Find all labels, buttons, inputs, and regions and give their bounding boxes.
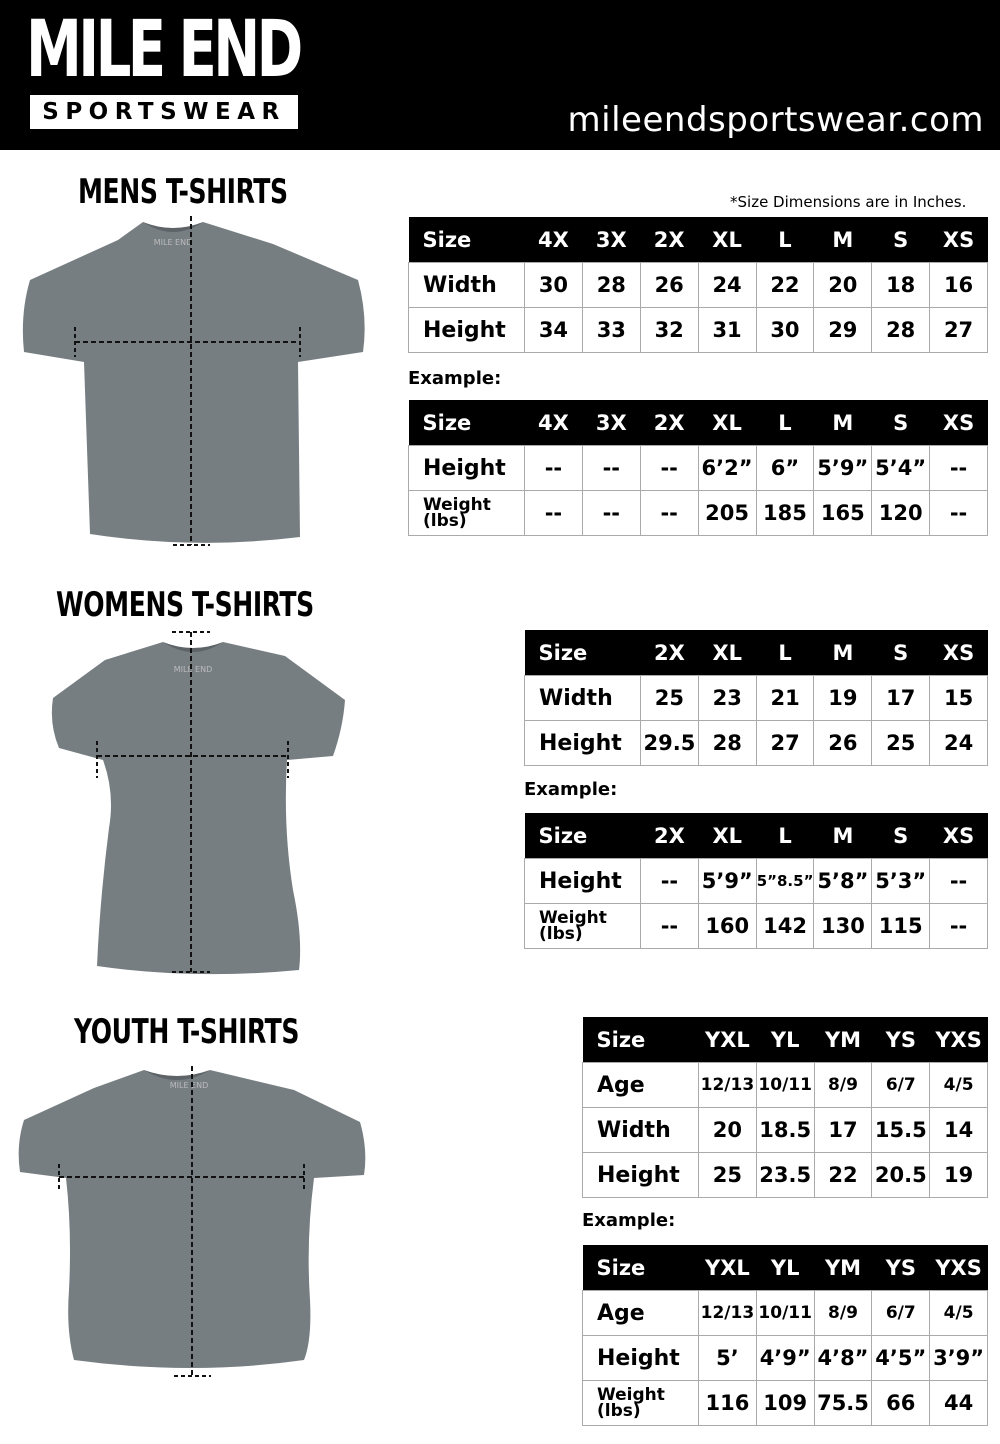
table-cell: 32 [640,308,698,353]
header-cell: M [814,813,872,859]
table-cell: 19 [814,676,872,721]
row-label: Height [409,446,525,491]
mens-shirt-shape [23,222,365,543]
table-row [583,1381,988,1426]
header-cell: XS [930,400,988,446]
header-cell: YXL [699,1245,757,1291]
youth-dims-table [582,1017,988,1198]
table-cell: 130 [814,904,872,949]
header-cell: S [872,400,930,446]
table-row [583,1291,988,1336]
table-cell: 5’3” [872,859,930,904]
row-label: Width [409,263,525,308]
table-cell: 28 [582,263,640,308]
table-cell: 3’9” [930,1336,988,1381]
header-cell: YM [814,1245,872,1291]
table-row [583,1153,988,1198]
table-row [583,1336,988,1381]
mens-shirt-tag: MILE END [153,238,193,247]
brand-sub-logo: SPORTSWEAR [30,95,298,129]
youth-title: YOUTH T-SHIRTS [74,1012,300,1052]
table-cell: -- [640,446,698,491]
header-cell: L [756,630,814,676]
row-label: Height [409,308,525,353]
youth-example-label: Example: [582,1210,676,1231]
row-label: Age [583,1063,699,1108]
header-cell: XL [698,217,756,263]
womens-shirt-diagram [45,628,355,978]
header-cell: XS [930,630,988,676]
table-cell: 17 [872,676,930,721]
table-cell: 205 [698,491,756,536]
mens-example-label: Example: [408,368,502,389]
header-cell: XS [930,217,988,263]
table-row [525,676,988,721]
table-cell: 10/11 [756,1063,814,1108]
size-note: *Size Dimensions are in Inches. [730,193,967,211]
table-cell: -- [640,491,698,536]
header-cell: XL [698,400,756,446]
header-cell: S [872,217,930,263]
youth-shirt-tag: MILE END [169,1081,209,1090]
table-cell: 25 [641,676,699,721]
youth-shirt-diagram [14,1060,370,1384]
header-cell: YXS [930,1017,988,1063]
table-cell: 26 [640,263,698,308]
header-cell: XS [930,813,988,859]
header-cell: 2X [640,217,698,263]
table-cell: 4’8” [814,1336,872,1381]
header-cell: YS [872,1245,930,1291]
table-row [409,446,988,491]
row-label: Weight (lbs) [583,1381,699,1426]
table-cell: 75.5 [814,1381,872,1426]
table-cell: 33 [582,308,640,353]
table-cell: 6/7 [872,1291,930,1336]
table-cell: 116 [699,1381,757,1426]
table-cell: 15.5 [872,1108,930,1153]
youth-dims-header [583,1017,988,1063]
table-cell: -- [582,446,640,491]
table-cell: 12/13 [699,1063,757,1108]
header-cell: Size [525,630,641,676]
table-cell: 44 [930,1381,988,1426]
table-cell: 24 [698,263,756,308]
table-cell: 115 [872,904,930,949]
table-cell: 8/9 [814,1063,872,1108]
table-cell: 6’2” [698,446,756,491]
header-cell: S [872,630,930,676]
table-cell: 6” [756,446,814,491]
womens-example-header [525,813,988,859]
table-cell: -- [525,491,583,536]
table-row [583,1063,988,1108]
table-cell: -- [641,904,699,949]
table-cell: 20 [699,1108,757,1153]
table-cell: 22 [756,263,814,308]
table-cell: 185 [756,491,814,536]
row-label: Width [583,1108,699,1153]
table-cell: -- [930,446,988,491]
table-cell: 8/9 [814,1291,872,1336]
mens-dims-table [408,217,988,353]
table-cell: 6/7 [872,1063,930,1108]
table-cell: 12/13 [699,1291,757,1336]
table-cell: 29 [814,308,872,353]
table-cell: 4/5 [930,1063,988,1108]
table-cell: 15 [930,676,988,721]
table-cell: 28 [698,721,756,766]
table-cell: 22 [814,1153,872,1198]
site-url[interactable]: mileendsportswear.com [567,100,984,140]
table-cell: 18 [872,263,930,308]
header-cell: L [756,400,814,446]
womens-example-label: Example: [524,779,618,800]
table-cell: 34 [525,308,583,353]
header-bar [0,0,1000,150]
womens-example-table [524,813,988,949]
table-cell: 142 [756,904,814,949]
table-cell: 17 [814,1108,872,1153]
header-cell: M [814,400,872,446]
table-cell: 5’8” [814,859,872,904]
table-cell: -- [930,904,988,949]
header-cell: 4X [525,217,583,263]
table-cell: 160 [698,904,756,949]
table-cell: 5’ [699,1336,757,1381]
table-cell: 66 [872,1381,930,1426]
header-cell: XL [698,630,756,676]
table-row [583,1108,988,1153]
table-cell: 20.5 [872,1153,930,1198]
table-cell: 30 [525,263,583,308]
table-cell: -- [930,859,988,904]
header-cell: YXL [699,1017,757,1063]
table-cell: 20 [814,263,872,308]
table-row [409,491,988,536]
header-cell: YL [756,1245,814,1291]
womens-dims-table [524,630,988,766]
table-row [525,904,988,949]
table-cell: 25 [872,721,930,766]
table-cell: 25 [699,1153,757,1198]
header-cell: L [756,813,814,859]
youth-example-table [582,1245,988,1426]
row-label: Height [525,721,641,766]
table-cell: 5’9” [698,859,756,904]
table-cell: 21 [756,676,814,721]
header-cell: YS [872,1017,930,1063]
header-cell: Size [409,217,525,263]
table-cell: 4’9” [756,1336,814,1381]
table-cell: 5”8.5” [756,859,814,904]
table-cell: 120 [872,491,930,536]
mens-example-header [409,400,988,446]
table-row [409,263,988,308]
table-cell: 30 [756,308,814,353]
table-cell: 4’5” [872,1336,930,1381]
table-cell: 24 [930,721,988,766]
table-cell: 18.5 [756,1108,814,1153]
table-cell: 14 [930,1108,988,1153]
table-cell: -- [525,446,583,491]
row-label: Age [583,1291,699,1336]
row-label: Width [525,676,641,721]
header-cell: S [872,813,930,859]
table-row [525,721,988,766]
table-cell: 27 [756,721,814,766]
womens-dims-header [525,630,988,676]
table-cell: 29.5 [641,721,699,766]
table-cell: 19 [930,1153,988,1198]
header-cell: 2X [641,630,699,676]
header-cell: XL [698,813,756,859]
table-cell: 5’9” [814,446,872,491]
youth-example-header [583,1245,988,1291]
header-cell: 2X [641,813,699,859]
womens-shirt-tag: MILE END [173,665,213,674]
header-cell: 3X [582,217,640,263]
header-cell: M [814,217,872,263]
header-cell: YL [756,1017,814,1063]
table-cell: 23 [698,676,756,721]
mens-dims-header [409,217,988,263]
table-cell: 16 [930,263,988,308]
row-label: Weight (lbs) [525,904,641,949]
row-label: Height [583,1153,699,1198]
header-cell: Size [583,1245,699,1291]
table-cell: 27 [930,308,988,353]
table-cell: 28 [872,308,930,353]
brand-logo: MILE END [26,5,300,95]
table-cell: 5’4” [872,446,930,491]
table-cell: 26 [814,721,872,766]
row-label: Weight (lbs) [409,491,525,536]
table-row [409,308,988,353]
table-cell: -- [582,491,640,536]
table-cell: 165 [814,491,872,536]
header-cell: M [814,630,872,676]
mens-example-table [408,400,988,536]
table-row [525,859,988,904]
row-label: Height [583,1336,699,1381]
header-cell: 2X [640,400,698,446]
table-cell: 23.5 [756,1153,814,1198]
header-cell: L [756,217,814,263]
mens-title: MENS T-SHIRTS [78,172,288,212]
header-cell: Size [409,400,525,446]
table-cell: 109 [756,1381,814,1426]
header-cell: 3X [582,400,640,446]
row-label: Height [525,859,641,904]
header-cell: 4X [525,400,583,446]
header-cell: Size [525,813,641,859]
mens-shirt-diagram [18,212,368,552]
womens-shirt-shape [52,642,345,974]
table-cell: -- [930,491,988,536]
womens-title: WOMENS T-SHIRTS [56,585,314,625]
header-cell: YXS [930,1245,988,1291]
header-cell: YM [814,1017,872,1063]
header-cell: Size [583,1017,699,1063]
table-cell: -- [641,859,699,904]
table-cell: 4/5 [930,1291,988,1336]
table-cell: 31 [698,308,756,353]
table-cell: 10/11 [756,1291,814,1336]
